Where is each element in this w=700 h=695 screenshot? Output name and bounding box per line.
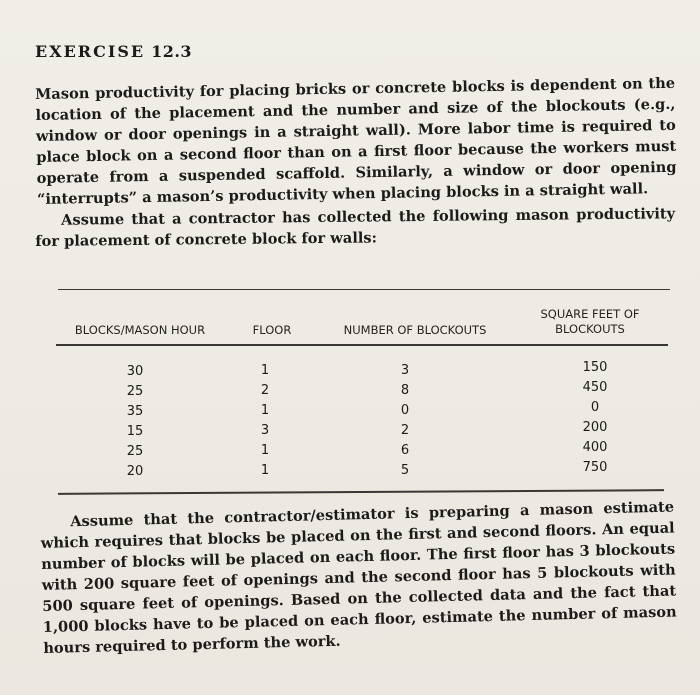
cell-number-of-blockouts: 5 xyxy=(400,463,410,478)
cell-square-feet: 200 xyxy=(582,420,608,435)
table-bottom-rule xyxy=(58,489,664,494)
cell-floor: 1 xyxy=(260,363,270,378)
column-number-of-blockouts xyxy=(380,361,430,481)
assume-paragraph: Assume that a contractor has collected the following mason productivity for placement of concrete block for walls: xyxy=(35,205,676,250)
exercise-label: EXERCISE xyxy=(35,42,146,61)
cell-floor: 1 xyxy=(260,443,270,458)
exercise-number: 12.3 xyxy=(151,42,193,61)
header-bottom-rule xyxy=(56,344,668,346)
column-square-feet xyxy=(565,358,625,478)
intro-paragraph: Mason productivity for placing bricks or concrete blocks is dependent on the location of the placement and the number and size of the blockouts (e.g., window or door openings in a straight wall). More labor time is required to place block on a second floor than on a first floor because the workers must operate from a suspended scaffold. Similarly, a window or door opening “interrupts” a mason’s productivity when placing blocks in a straight wall. xyxy=(35,74,677,208)
cell-blocks-per-hour: 15 xyxy=(126,424,144,439)
cell-square-feet: 150 xyxy=(582,360,608,375)
cell-blocks-per-hour: 30 xyxy=(126,364,144,379)
cell-number-of-blockouts: 0 xyxy=(400,403,410,418)
cell-square-feet: 750 xyxy=(582,460,608,475)
cell-number-of-blockouts: 8 xyxy=(400,383,410,398)
cell-floor: 1 xyxy=(260,403,270,418)
column-floor xyxy=(240,361,290,481)
cell-blocks-per-hour: 20 xyxy=(126,464,144,479)
table-top-rule xyxy=(58,289,670,290)
cell-square-feet: 400 xyxy=(582,440,608,455)
cell-floor: 3 xyxy=(260,423,270,438)
cell-number-of-blockouts: 2 xyxy=(400,423,410,438)
cell-square-feet: 0 xyxy=(590,400,600,415)
cell-blocks-per-hour: 25 xyxy=(126,444,144,459)
header-square-feet-line2: BLOCKOUTS xyxy=(555,322,625,336)
cell-number-of-blockouts: 6 xyxy=(400,443,410,458)
header-floor: FLOOR xyxy=(252,323,292,337)
header-blocks-per-hour: BLOCKS/MASON HOUR xyxy=(74,323,206,337)
cell-number-of-blockouts: 3 xyxy=(400,363,410,378)
cell-blocks-per-hour: 35 xyxy=(126,404,144,419)
column-blocks-per-hour xyxy=(105,362,165,482)
header-number-of-blockouts: NUMBER OF BLOCKOUTS xyxy=(343,323,487,337)
question-paragraph: Assume that the contractor/estimator is preparing a mason estimate which requires that blocks be placed on the first and second floors. An equal number of blocks will be placed on each floor. The first floor has 3 blockouts with 200 square feet of openings and the second floor has 5 blockouts with 500 square feet of openings. Based on the collected data and the fact that 1,000 blocks have to be placed on each floor, estimate the number of mason hours required to perform the work. xyxy=(40,498,677,657)
cell-square-feet: 450 xyxy=(582,380,608,395)
header-square-feet-line1: SQUARE FEET OF xyxy=(540,307,640,321)
cell-floor: 2 xyxy=(260,383,270,398)
cell-blocks-per-hour: 25 xyxy=(126,384,144,399)
cell-floor: 1 xyxy=(260,463,270,478)
